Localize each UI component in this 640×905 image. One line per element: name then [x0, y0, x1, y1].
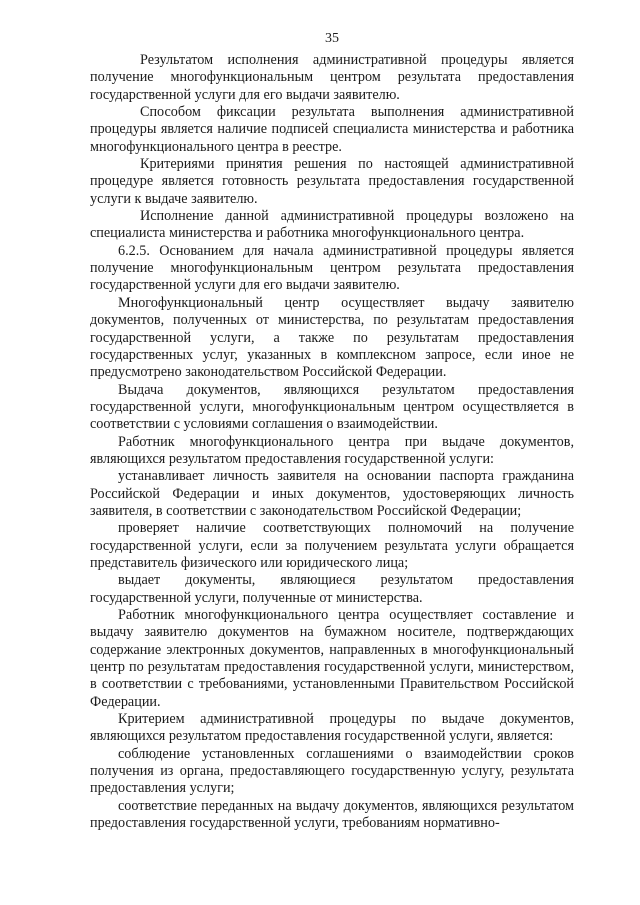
paragraph-responsible-persons: Исполнение данной административной процедуры возложено на специалиста министерства и работника многофункционального центра. — [90, 208, 574, 242]
paragraph-issuance-by-agreement: Выдача документов, являющихся результатом предоставления государственной услуги, многофункциональным центром осуществляется в соответствии с условиями соглашения о взаимодействии. — [90, 381, 574, 433]
paragraph-mfc-issues-documents: Многофункциональный центр осуществляет выдачу заявителю документов, полученных от министерства, по результатам предоставления государственной услуги, а также по результатам предоставления государственных услуг, указанных в комплексном запросе, если иное не предусмотрено законодательством Российской Федерации. — [90, 294, 574, 381]
paragraph-decision-criteria: Критериями принятия решения по настоящей административной процедуре является готовность результата предоставления государственной услуги к выдаче заявителю. — [90, 156, 574, 207]
paragraph-mfc-worker-duties: Работник многофункционального центра при выдаче документов, являющихся результатом предоставления государственной услуги: — [90, 433, 574, 467]
list-item-identify-applicant: устанавливает личность заявителя на основании паспорта гражданина Российской Федерации и иных документов, удостоверяющих личность заявителя, в соответствии с законодательством Российской Федерации; — [90, 468, 574, 519]
paragraph-issuance-criterion: Критерием административной процедуры по выдаче документов, являющихся результатом предоставления государственной услуги, является: — [90, 711, 574, 745]
list-item-issue-documents: выдает документы, являющиеся результатом предоставления государственной услуги, полученные от министерства. — [90, 572, 574, 606]
paragraph-fixation-method: Способом фиксации результата выполнения административной процедуры является наличие подписей специалиста министерства и работника многофункционального центра в реестре. — [90, 104, 574, 155]
list-item-deadlines: соблюдение установленных соглашениями о взаимодействии сроков получения из органа, предоставляющего государственную услугу, результата предоставления услуги; — [90, 745, 574, 797]
list-item-check-authority: проверяет наличие соответствующих полномочий на получение государственной услуги, если за получением результата услуги обращается представитель физического или юридического лица; — [90, 520, 574, 571]
paragraph-result-of-procedure: Результатом исполнения административной процедуры является получение многофункциональным центром результата предоставления государственной услуги для его выдачи заявителю. — [90, 52, 574, 103]
paragraph-paper-copies: Работник многофункционального центра осуществляет составление и выдачу заявителю документов на бумажном носителе, подтверждающих содержание электронных документов, направленных в многофункциональный центр по результатам предоставления государственной услуги, министерством, в соответствии с требованиями, установленными Правительством Российской Федерации. — [90, 607, 574, 710]
paragraph-6-2-5-basis: 6.2.5. Основанием для начала административной процедуры является получение многофункциональным центром результата предоставления государственной услуги для его выдачи заявителю. — [90, 242, 574, 294]
page-number: 35 — [325, 31, 339, 46]
list-item-compliance: соответствие переданных на выдачу документов, являющихся результатом предоставления государственной услуги, требованиям нормативно- — [90, 797, 574, 832]
